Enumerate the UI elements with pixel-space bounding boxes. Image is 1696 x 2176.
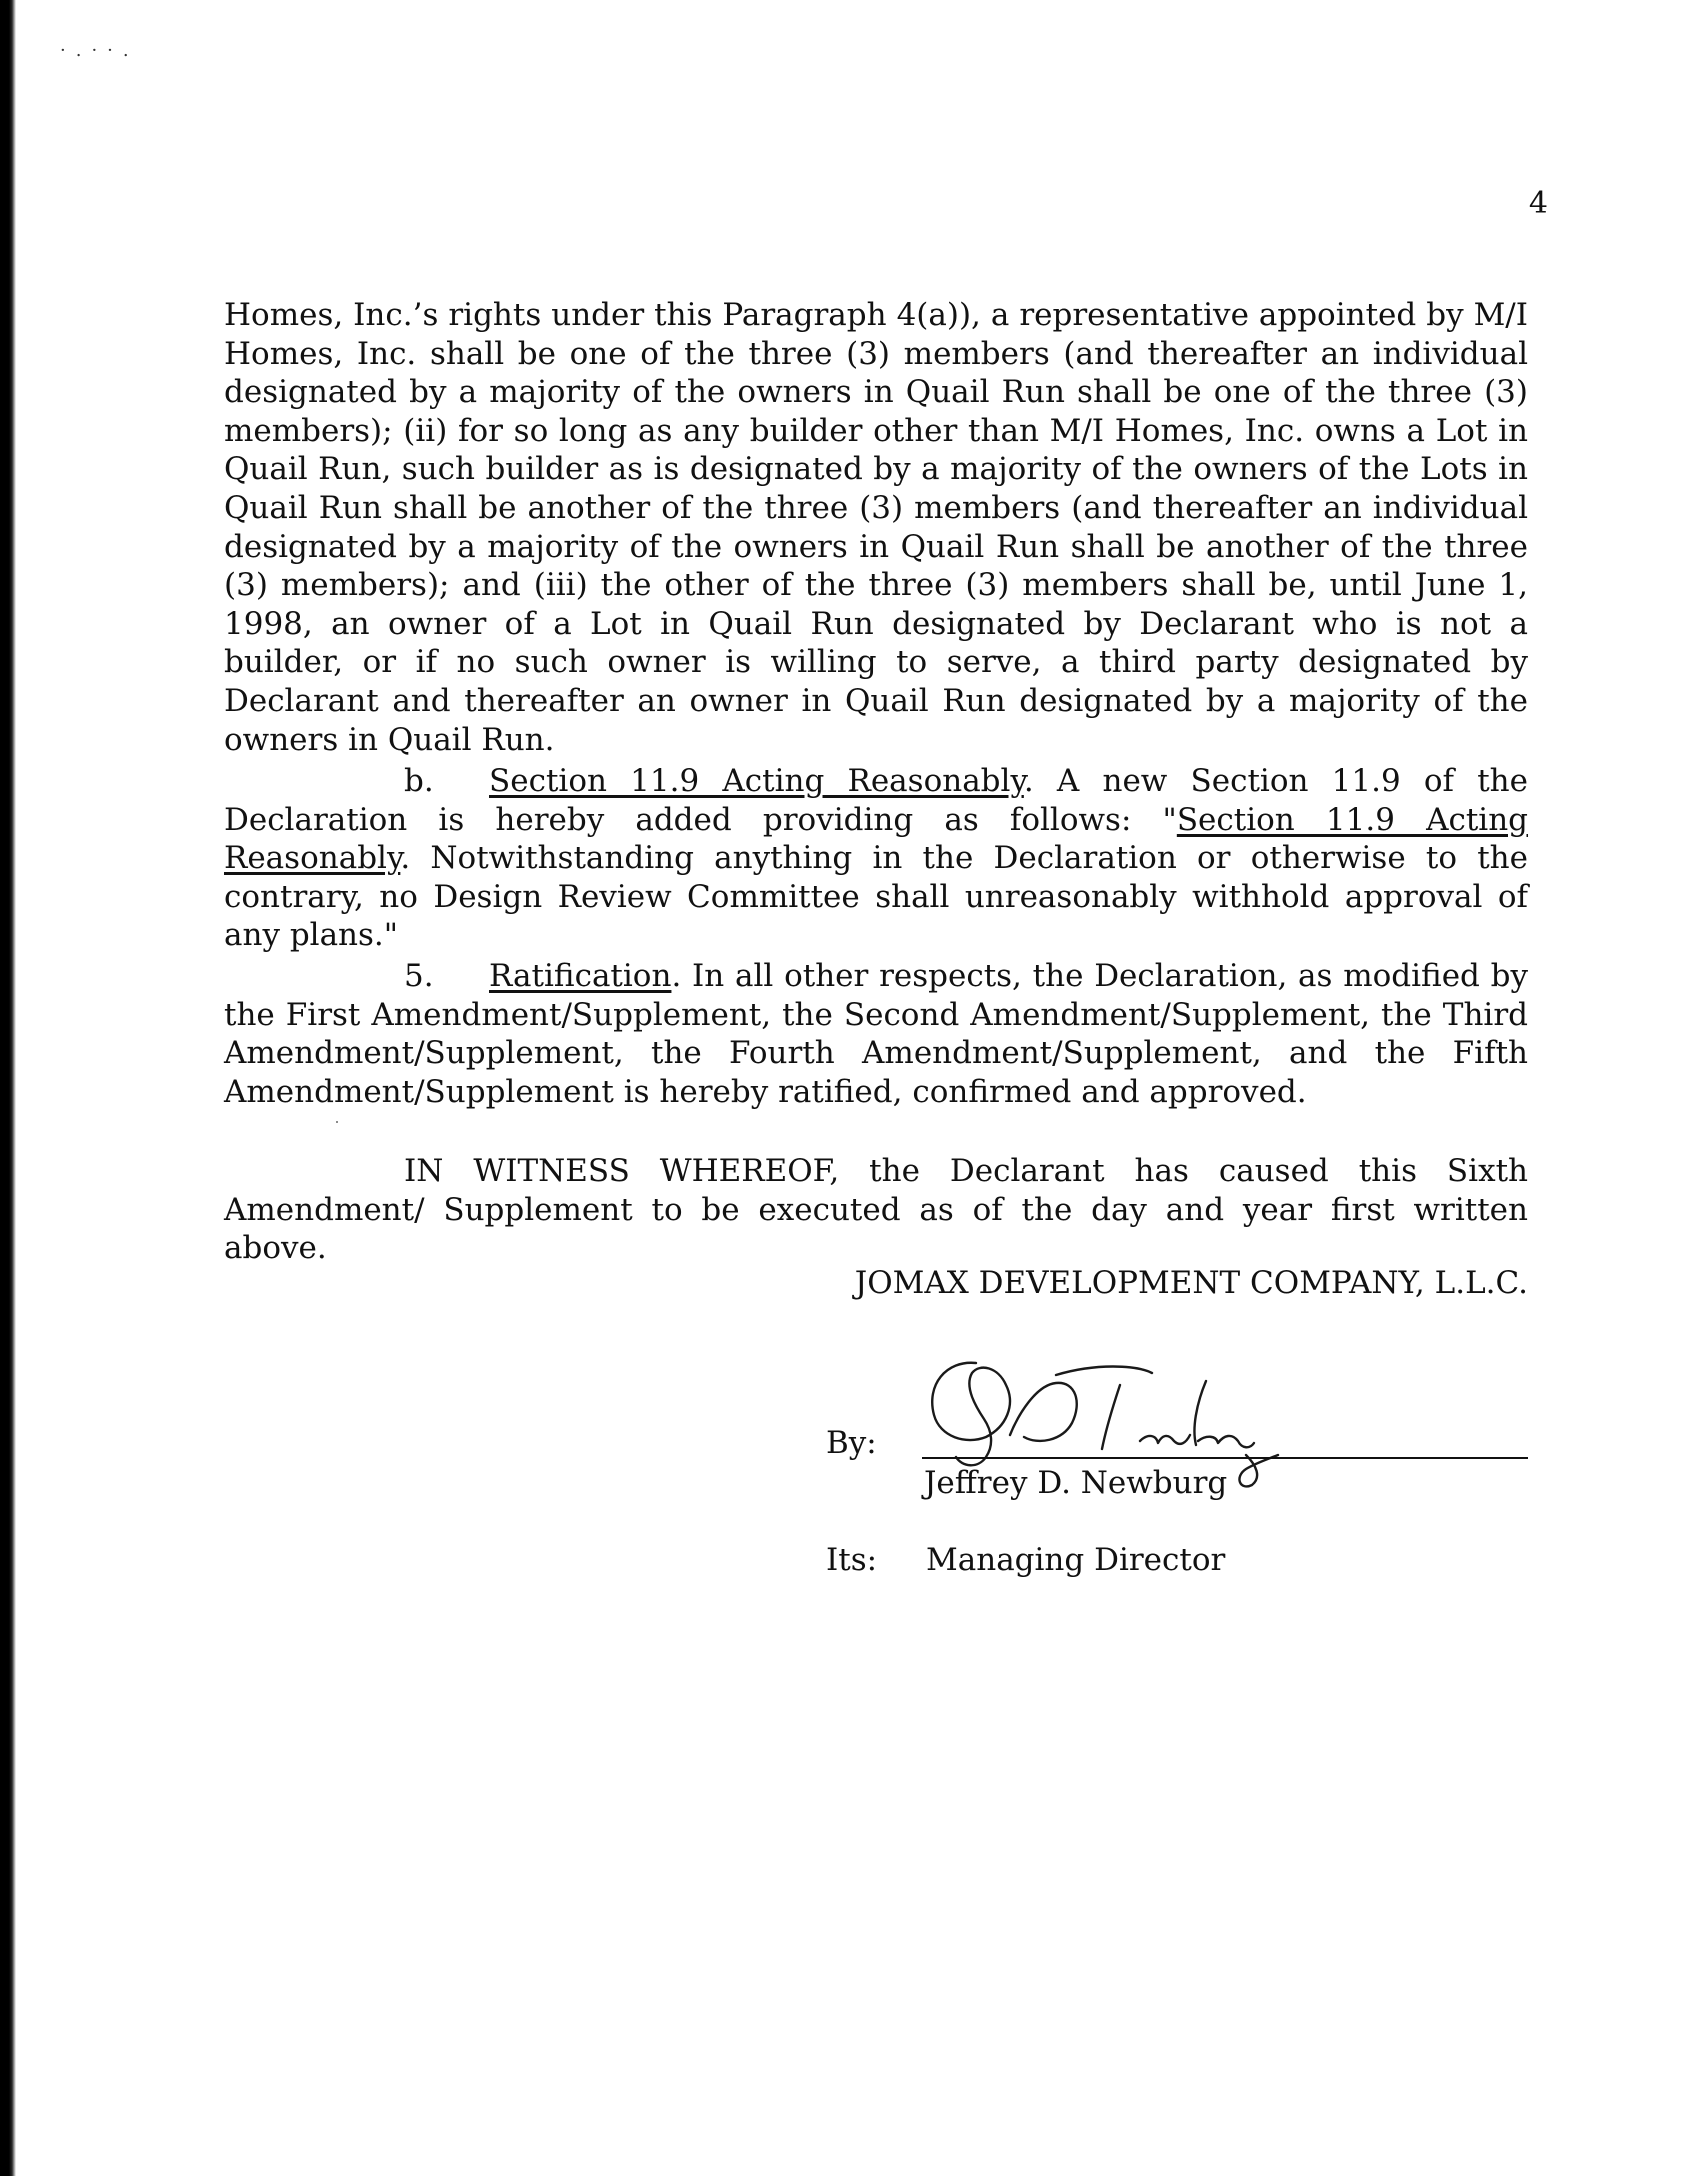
scan-edge (0, 0, 16, 2176)
scan-specks: ·.··. (60, 40, 139, 61)
section-b-label: b. (404, 763, 434, 799)
signer-title: Managing Director (926, 1542, 1226, 1578)
by-label: By: (826, 1425, 877, 1461)
page-number: 4 (1528, 186, 1548, 221)
section-5-paragraph (224, 957, 1528, 1111)
witness-paragraph (224, 1152, 1528, 1268)
section-5-number: 5. (404, 958, 434, 994)
continued-paragraph-text: Homes, Inc.’s rights under this Paragraph 4(a)), a representative appointed by M/I Homes, Inc. shall be one of the three (3) members (and thereafter an individual designated by a majority of the owners in Quail Run shall be one of the three (3) members); (ii) for so long as any builder other than M/I Homes, Inc. owns a Lot in Quail Run, such builder as is designated by a majority of the owners of the Lots in Quail Run shall be another of the three (3) members (and thereafter an individual designated by a majority of the owners in Quail Run shall be another of the three (3) members); and (iii) the other of the three (3) members shall be, until June 1, 1998, an owner of a Lot in Quail Run designated by Declarant who is not a builder, or if no such owner is willing to serve, a third party designated by Declarant and thereafter an owner in Quail Run designated by a majority of the owners in Quail Run. (224, 297, 1528, 758)
section-5-text: . In all other respects, the Declaration, as modified by the First Amendment/Supplement, the Second Amendment/Supplement, the Third Amendment/Supplement, the Fourth Amendment/Supplement, and the Fifth Amendment/Supplement is hereby ratified, confirmed and approved. (224, 958, 1528, 1110)
company-name: JOMAX DEVELOPMENT COMPANY, L.L.C. (854, 1265, 1528, 1301)
scan-dot (336, 1121, 338, 1123)
section-5-heading: Ratification (489, 958, 672, 994)
witness-text: IN WITNESS WHEREOF, the Declarant has caused this Sixth Amendment/ Supplement to be executed as of the day and year first written above. (224, 1153, 1528, 1267)
section-b-text-1: . A new Section 11.9 of the Declaration is hereby added providing as follows: " (224, 763, 1528, 838)
signer-name: Jeffrey D. Newburg (924, 1465, 1228, 1501)
section-b-paragraph (224, 762, 1528, 955)
section-b-heading: Section 11.9 Acting Reasonably (489, 763, 1024, 799)
signature-line (922, 1457, 1528, 1459)
section-b-text-2: . Notwithstanding anything in the Declaration or otherwise to the contrary, no Design Review Committee shall unreasonably withhold approval of any plans." (224, 840, 1528, 954)
its-label: Its: (826, 1542, 878, 1578)
section-b-quoted-heading: Section 11.9 Acting Reasonably (224, 801, 1529, 877)
continued-paragraph (224, 296, 1528, 759)
